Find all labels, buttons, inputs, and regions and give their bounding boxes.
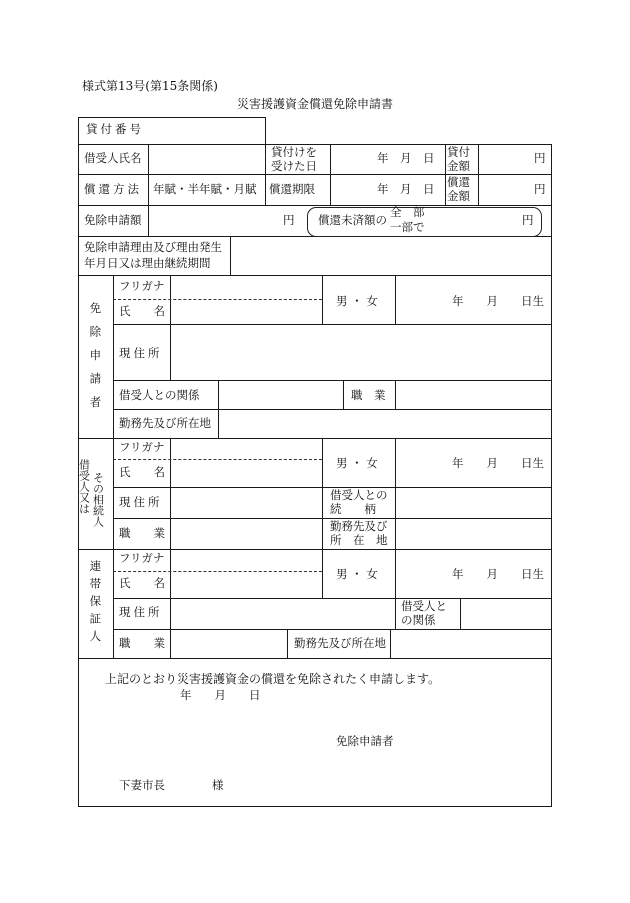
reason-label-2: 年月日又は理由継続期間 bbox=[84, 256, 211, 270]
guarantor-address: 現住所 bbox=[119, 605, 163, 619]
loan-amount-yen: 円 bbox=[534, 151, 546, 165]
heir-relation-1: 借受人との bbox=[330, 488, 388, 502]
repayment-amount-yen: 円 bbox=[534, 182, 546, 196]
loan-received-date-value: 年 月 日 bbox=[377, 151, 435, 165]
applicant-furigana: フリガナ bbox=[119, 279, 165, 293]
application-date: 年 月 日 bbox=[180, 688, 261, 702]
applicant-occupation: 職 業 bbox=[351, 388, 386, 402]
repayment-method-options: 年賦・半年賦・月賦 bbox=[153, 182, 257, 196]
addressee: 下妻市長 bbox=[119, 778, 165, 792]
repayment-amount-label-2: 金額 bbox=[447, 189, 470, 203]
guarantor-section-label: 連帯保証人 bbox=[88, 560, 103, 648]
honorific: 様 bbox=[212, 778, 224, 792]
loan-received-date-label-1: 貸付けを bbox=[271, 145, 317, 159]
heir-gender: 男 ・ 女 bbox=[336, 456, 378, 470]
loan-received-date-label-2: 受けた日 bbox=[271, 159, 317, 173]
unpaid-amount-yen: 円 bbox=[522, 213, 534, 227]
guarantor-occupation: 職 業 bbox=[119, 636, 165, 650]
loan-amount-label-2: 金額 bbox=[447, 159, 470, 173]
guarantor-relation-2: の関係 bbox=[401, 613, 436, 627]
applicant-section-label: 免除申請者 bbox=[88, 302, 103, 420]
unpaid-all: 全 部 bbox=[390, 205, 425, 219]
guarantor-birth: 年 月 日生 bbox=[452, 567, 544, 581]
heir-address: 現住所 bbox=[119, 495, 163, 509]
repayment-method-label: 償還方法 bbox=[84, 182, 142, 196]
heir-furigana: フリガナ bbox=[119, 440, 165, 454]
borrower-name-label: 借受人氏名 bbox=[84, 151, 142, 165]
guarantor-workplace: 勤務先及び所在地 bbox=[294, 636, 386, 650]
exemption-amount-yen: 円 bbox=[283, 213, 295, 227]
heir-name: 氏 名 bbox=[119, 465, 165, 479]
loan-number-label: 貸付番号 bbox=[86, 122, 144, 136]
form-number: 様式第13号(第15条関係) bbox=[82, 79, 218, 93]
guarantor-gender: 男 ・ 女 bbox=[336, 567, 378, 581]
heir-workplace-1: 勤務先及び bbox=[330, 519, 388, 533]
applicant-address: 現住所 bbox=[119, 346, 163, 360]
exemption-amount-label: 免除申請額 bbox=[84, 213, 142, 227]
heir-relation-2: 続 柄 bbox=[330, 502, 376, 516]
heir-workplace-2: 所 在 地 bbox=[330, 533, 388, 547]
repayment-period-label: 償還期限 bbox=[269, 182, 315, 196]
loan-amount-label-1: 貸付 bbox=[447, 145, 470, 159]
reason-label-1: 免除申請理由及び理由発生 bbox=[84, 240, 222, 254]
applicant-workplace: 勤務先及び所在地 bbox=[119, 416, 211, 430]
applicant-signature-label: 免除申請者 bbox=[336, 734, 394, 748]
heir-section-label-1: 借受人又は bbox=[77, 459, 91, 514]
guarantor-relation-1: 借受人と bbox=[401, 599, 447, 613]
applicant-relation: 借受人との関係 bbox=[119, 388, 200, 402]
repayment-period-value: 年 月 日 bbox=[377, 182, 435, 196]
guarantor-name: 氏 名 bbox=[119, 576, 165, 590]
applicant-birth: 年 月 日生 bbox=[452, 294, 544, 308]
heir-occupation: 職 業 bbox=[119, 526, 165, 540]
guarantor-furigana: フリガナ bbox=[119, 551, 165, 565]
unpaid-part: 一部で bbox=[390, 220, 425, 234]
application-statement: 上記のとおり災害援護資金の償還を免除されたく申請します。 bbox=[105, 672, 441, 686]
repayment-amount-label-1: 償還 bbox=[447, 175, 470, 189]
form-title: 災害援護資金償還免除申請書 bbox=[237, 97, 394, 111]
applicant-gender: 男 ・ 女 bbox=[336, 294, 378, 308]
heir-section-label-2: その相続人 bbox=[91, 472, 105, 527]
applicant-name: 氏 名 bbox=[119, 304, 165, 318]
unpaid-amount-label: 償還未済額の bbox=[318, 213, 387, 227]
heir-birth: 年 月 日生 bbox=[452, 456, 544, 470]
